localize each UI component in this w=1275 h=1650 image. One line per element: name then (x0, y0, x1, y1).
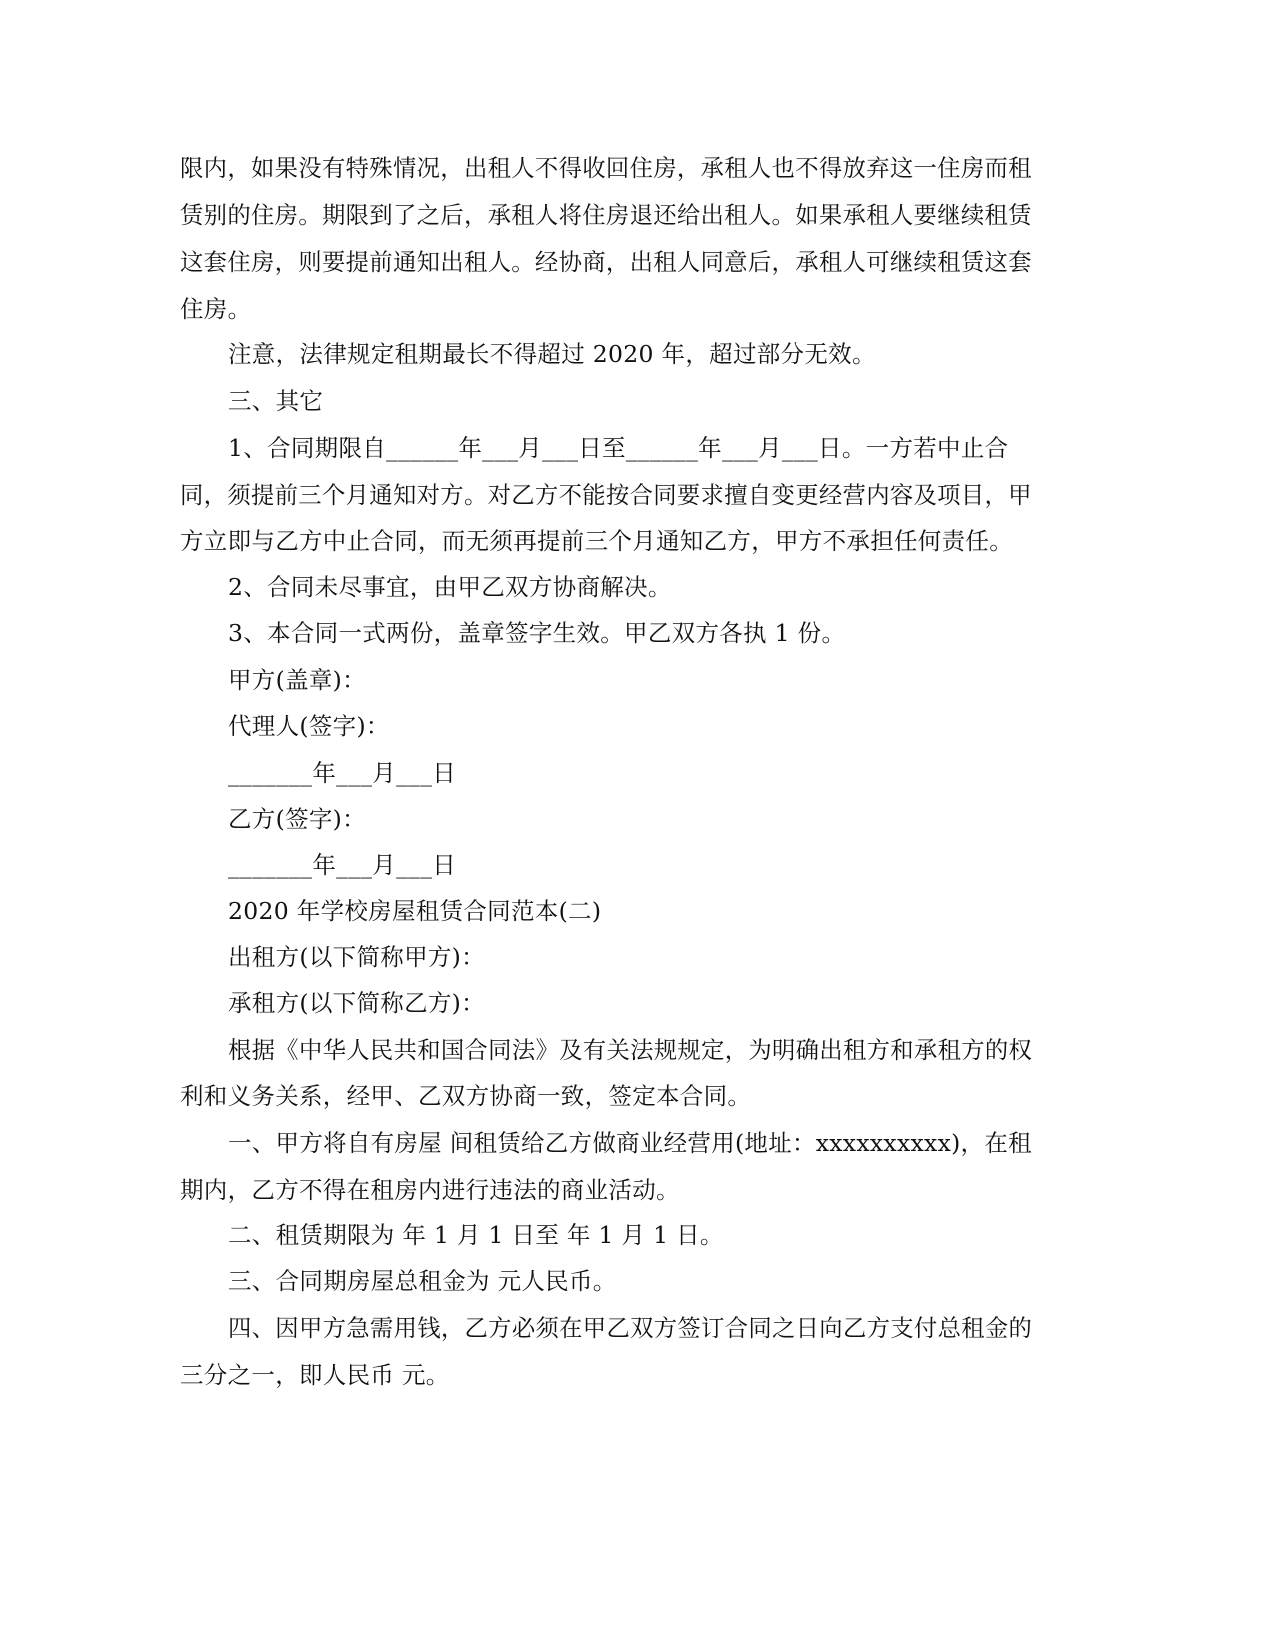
article-line: 二、租赁期限为 年 1 月 1 日至 年 1 月 1 日。 (228, 1221, 724, 1249)
date-line: _______年___月___日 (228, 851, 457, 879)
paragraph-line: 住房。 (180, 295, 252, 323)
section-heading: 三、其它 (228, 387, 324, 415)
contract-title: 2020 年学校房屋租赁合同范本(二) (228, 897, 602, 925)
party-a-seal-label: 甲方(盖章)： (228, 666, 366, 694)
agent-signature-label: 代理人(签字)： (228, 712, 390, 740)
lessor-label: 出租方(以下简称甲方)： (228, 943, 485, 971)
clause-line: 1、合同期限自______年___月___日至______年___月___日。一方若中止合 (228, 434, 1009, 462)
lessee-label: 承租方(以下简称乙方)： (228, 989, 485, 1017)
paragraph-line: 这套住房，则要提前通知出租人。经协商，出租人同意后，承租人可继续租赁这套 (180, 248, 1032, 276)
article-line: 三、合同期房屋总租金为 元人民币。 (228, 1267, 617, 1295)
article-line: 一、甲方将自有房屋 间租赁给乙方做商业经营用(地址：xxxxxxxxxx)，在租 (228, 1129, 1032, 1157)
note-line: 注意，法律规定租期最长不得超过 2020 年，超过部分无效。 (228, 340, 876, 368)
date-line: _______年___月___日 (228, 759, 457, 787)
article-line: 四、因甲方急需用钱，乙方必须在甲乙双方签订合同之日向乙方支付总租金的 (228, 1314, 1033, 1342)
clause-line: 3、本合同一式两份，盖章签字生效。甲乙双方各执 1 份。 (228, 619, 846, 647)
paragraph-line: 赁别的住房。期限到了之后，承租人将住房退还给出租人。如果承租人要继续租赁 (180, 201, 1032, 229)
preamble-line: 根据《中华人民共和国合同法》及有关法规规定，为明确出租方和承租方的权 (228, 1036, 1033, 1064)
preamble-line: 利和义务关系，经甲、乙双方协商一致，签定本合同。 (180, 1082, 752, 1110)
article-line: 三分之一，即人民币 元。 (180, 1361, 450, 1389)
clause-line: 方立即与乙方中止合同，而无须再提前三个月通知乙方，甲方不承担任何责任。 (180, 527, 1013, 555)
article-line: 期内，乙方不得在租房内进行违法的商业活动。 (180, 1176, 680, 1204)
party-b-signature-label: 乙方(签字)： (228, 805, 366, 833)
paragraph-line: 限内，如果没有特殊情况，出租人不得收回住房，承租人也不得放弃这一住房而租 (180, 154, 1032, 182)
clause-line: 2、合同未尽事宜，由甲乙双方协商解决。 (228, 573, 672, 601)
clause-line: 同，须提前三个月通知对方。对乙方不能按合同要求擅自变更经营内容及项目，甲 (180, 481, 1032, 509)
